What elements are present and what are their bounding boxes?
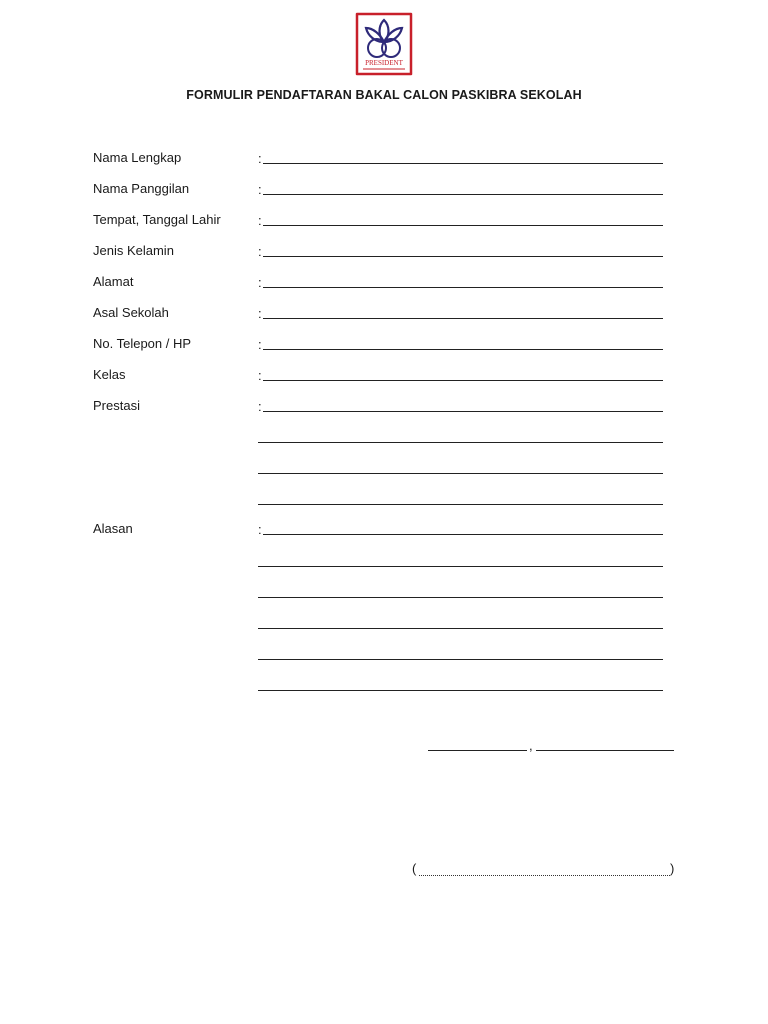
colon: : [258, 306, 262, 321]
label-prestasi: Prestasi [93, 398, 140, 413]
colon: : [258, 275, 262, 290]
input-line-nama-panggilan[interactable] [263, 194, 663, 195]
input-line-alasan[interactable] [258, 628, 663, 629]
input-line-alasan[interactable] [263, 534, 663, 535]
input-line-kelas[interactable] [263, 380, 663, 381]
input-line-no-telepon[interactable] [263, 349, 663, 350]
colon: : [258, 213, 262, 228]
input-line-alasan[interactable] [258, 690, 663, 691]
logo-text: PRESIDENT [365, 59, 403, 67]
label-alamat: Alamat [93, 274, 134, 289]
input-line-tempat-tanggal-lahir[interactable] [263, 225, 663, 226]
input-line-nama-lengkap[interactable] [263, 163, 663, 164]
label-no-telepon: No. Telepon / HP [93, 336, 192, 351]
input-line-alasan[interactable] [258, 659, 663, 660]
label-alasan: Alasan [93, 521, 133, 536]
colon: : [258, 399, 262, 414]
input-line-alamat[interactable] [263, 287, 663, 288]
signature-name-line[interactable] [419, 875, 670, 876]
colon: : [258, 182, 262, 197]
label-asal-sekolah: Asal Sekolah [93, 305, 169, 320]
place-line[interactable] [428, 750, 527, 751]
label-tempat-tanggal-lahir: Tempat, Tanggal Lahir [93, 212, 221, 227]
school-logo [353, 12, 415, 78]
input-line-jenis-kelamin[interactable] [263, 256, 663, 257]
input-line-prestasi[interactable] [263, 411, 663, 412]
input-line-prestasi[interactable] [258, 473, 663, 474]
input-line-prestasi[interactable] [258, 504, 663, 505]
input-line-alasan[interactable] [258, 597, 663, 598]
signature-open-paren: ( [412, 861, 417, 876]
date-line[interactable] [536, 750, 674, 751]
colon: : [258, 522, 262, 537]
input-line-asal-sekolah[interactable] [263, 318, 663, 319]
input-line-alasan[interactable] [258, 566, 663, 567]
colon: : [258, 151, 262, 166]
signature-close-paren: ) [670, 861, 675, 876]
label-nama-lengkap: Nama Lengkap [93, 150, 182, 165]
label-kelas: Kelas [93, 367, 126, 382]
form-title: FORMULIR PENDAFTARAN BAKAL CALON PASKIBRA SEKOLAH [186, 88, 582, 102]
label-jenis-kelamin: Jenis Kelamin [93, 243, 174, 258]
colon: : [258, 337, 262, 352]
colon: : [258, 368, 262, 383]
colon: : [258, 244, 262, 259]
label-nama-panggilan: Nama Panggilan [93, 181, 190, 196]
input-line-prestasi[interactable] [258, 442, 663, 443]
place-date-comma: , [529, 738, 533, 753]
